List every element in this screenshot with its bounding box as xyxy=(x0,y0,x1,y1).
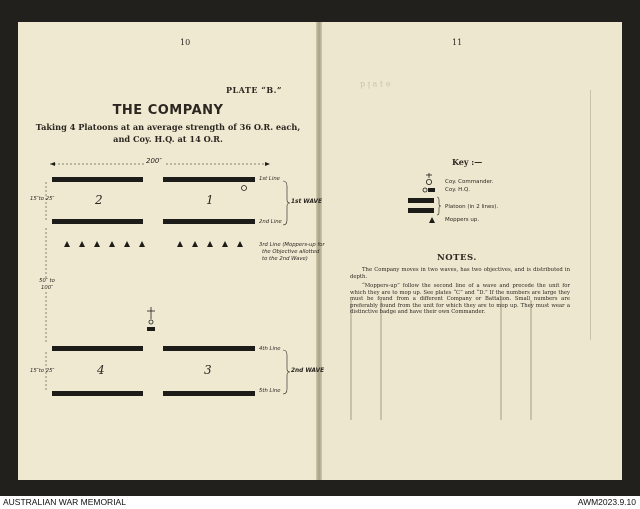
moppers-up-key-icon xyxy=(429,217,435,223)
platoon-key-bracket xyxy=(436,196,442,216)
platoon-number-4: 4 xyxy=(97,363,105,377)
mopper-marker xyxy=(124,241,130,247)
mopper-marker xyxy=(139,241,145,247)
key-title: Key :— xyxy=(452,157,483,167)
notes-paragraph-2: “Moppers-up” follow the second line of a wave and precede the unit for which they are to mop up. See plates “C” and “D.” If the numbers are large they must be found from a different Company or Battalion. Small numbers are preferably found from the unit for which they are to mop up. They must wear a distinctive badge and have their own Commander. xyxy=(350,283,570,316)
mopper-marker xyxy=(79,241,85,247)
notes-paragraph-1: The Company moves in two waves, has two objectives, and is distributed in depth. xyxy=(350,267,570,280)
platoon-key-line-1 xyxy=(408,198,434,203)
first-line-label: 1st Line xyxy=(259,176,280,182)
platoon-2-line-1 xyxy=(52,177,143,182)
fifth-line-label: 5th Line xyxy=(259,388,281,394)
first-wave-label: 1st WAVE xyxy=(291,199,322,205)
spacing-top-label: 15″to 25″ xyxy=(30,196,55,202)
mopper-marker xyxy=(94,241,100,247)
mopper-marker xyxy=(64,241,70,247)
width-label: 200″ xyxy=(146,157,162,165)
platoon-1-line-1 xyxy=(163,177,255,182)
plate-label: PLATE “B.” xyxy=(226,85,282,95)
coy-hq-key-icon xyxy=(422,186,436,194)
platoon-key-line-2 xyxy=(408,208,434,213)
mopper-marker xyxy=(177,241,183,247)
key-coy-commander: Coy. Commander. xyxy=(445,179,494,185)
spacing-mid-label: 50″ to 100″ xyxy=(36,278,58,292)
third-line-label-1: 3rd Line (Moppers-up for xyxy=(259,242,325,248)
wave-2-bracket xyxy=(282,349,290,395)
third-line-label-3: to the 2nd Wave) xyxy=(262,256,308,262)
spacing-bottom-label: 15″to 25″ xyxy=(30,368,55,374)
platoon-4-line-1 xyxy=(52,346,143,351)
mopper-marker xyxy=(192,241,198,247)
spacing-top-arrow xyxy=(42,180,50,226)
platoon-1-line-2 xyxy=(163,219,255,224)
platoon-3-line-1 xyxy=(163,346,255,351)
platoon-number-3: 3 xyxy=(204,363,212,377)
key-moppers-up: Moppers up. xyxy=(445,217,480,223)
mopper-marker xyxy=(222,241,228,247)
platoon-4-line-2 xyxy=(52,391,143,396)
subtitle-line-1: Taking 4 Platoons at an average strength of 36 O.R. each, xyxy=(35,122,301,132)
third-line-label-2: the Objective allotted xyxy=(262,249,320,255)
page-title: THE COMPANY xyxy=(112,103,224,118)
footer-source: AUSTRALIAN WAR MEMORIAL xyxy=(3,497,126,507)
mopper-marker xyxy=(237,241,243,247)
second-wave-label: 2nd WAVE xyxy=(291,368,325,374)
platoon-number-1: 1 xyxy=(206,193,214,207)
key-platoon: Platoon (in 2 lines). xyxy=(445,204,499,210)
key-coy-hq: Coy. H.Q. xyxy=(445,187,471,193)
wave-1-bracket xyxy=(282,180,290,226)
company-hq-icon xyxy=(144,305,158,333)
platoon-number-2: 2 xyxy=(95,193,103,207)
right-page xyxy=(320,22,622,480)
second-line-label: 2nd Line xyxy=(259,219,282,225)
coy-commander-key-icon xyxy=(424,172,434,186)
platoon-3-line-2 xyxy=(163,391,255,396)
page-number-right: 11 xyxy=(452,38,463,47)
page-number-left: 10 xyxy=(180,38,191,47)
company-commander-icon xyxy=(240,184,248,192)
notes-title: NOTES. xyxy=(437,253,477,263)
footer-accession-number: AWM2023.9.10 xyxy=(577,497,636,507)
mopper-marker xyxy=(207,241,213,247)
platoon-2-line-2 xyxy=(52,219,143,224)
subtitle-line-2: and Coy. H.Q. at 14 O.R. xyxy=(113,134,223,144)
fourth-line-label: 4th Line xyxy=(259,346,281,352)
mopper-marker xyxy=(109,241,115,247)
